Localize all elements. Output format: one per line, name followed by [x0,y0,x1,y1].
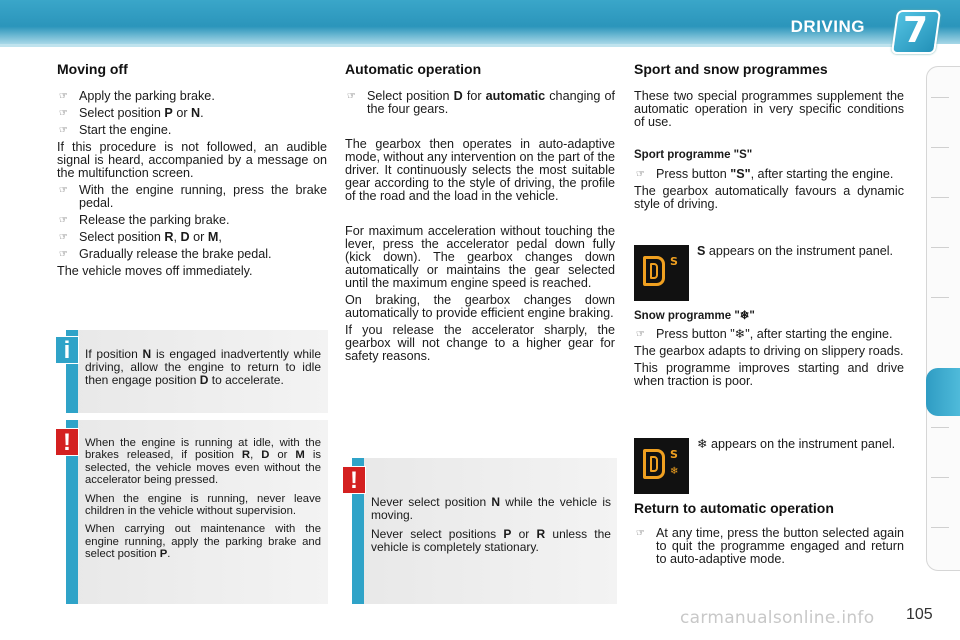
info-note-box [66,330,328,413]
tab-divider [931,427,949,428]
header-rule [0,44,900,47]
pointer-bullet-icon: ☞ [636,329,645,340]
list-item: ☞ Release the parking brake. [59,213,230,227]
list-item: ☞ At any time, press the button selected again to quit the programme engaged and return to auto-adaptive mode. [636,526,904,566]
info-icon: i [55,336,79,364]
tab-divider [931,147,949,148]
tab-divider [931,297,949,298]
list-item: ☞ Press button "❄", after starting the engine. [636,327,893,341]
section-title: Moving off [57,61,128,77]
tab-divider [931,247,949,248]
list-item: ☞ Gradually release the brake pedal. [59,247,272,261]
snow-indicator-caption: ❄ appears on the instrument panel. [697,437,896,451]
warning-icon: ! [342,466,366,494]
pointer-bullet-icon: ☞ [59,232,68,243]
chapter-tabs[interactable] [926,66,960,571]
pointer-bullet-icon: ☞ [59,185,68,196]
tab-active-chapter[interactable] [926,368,960,416]
list-item: ☞ With the engine running, press the brake pedal. [59,183,327,210]
pointer-bullet-icon: ☞ [636,528,645,539]
snow-indicator-icon: S ❄ [634,438,689,494]
paragraph: For maximum acceleration without touching the lever, press the accelerator pedal down fully (kick down). The gearbox changes down automatically or maintains the gear selected until the maximum engine speed is reached. [345,224,615,290]
note-text: If position N is engaged inadvertently while driving, allow the engine to return to idle then engage position D to accelerate. [85,347,321,387]
section-title: Return to automatic operation [634,500,834,516]
tab-divider [931,527,949,528]
subheading-sport: Sport programme "S" [634,149,753,161]
page-header [0,0,960,52]
list-item: ☞ Select position P or N. [59,106,204,120]
paragraph: These two special programmes supplement the automatic operation in very specific conditions of use. [634,89,904,129]
paragraph: The vehicle moves off immediately. [57,264,253,278]
pointer-bullet-icon: ☞ [59,125,68,136]
sport-indicator-icon: S [634,245,689,301]
section-title: Automatic operation [345,61,482,77]
section-moving-off [57,63,327,282]
watermark: carmanualsonline.info [680,608,875,628]
pointer-bullet-icon: ☞ [59,108,68,119]
pointer-bullet-icon: ☞ [59,249,68,260]
chapter-number: 7 [902,10,928,51]
paragraph: The gearbox then operates in auto-adaptive mode, without any intervention on the part of the driver. It continuously selects the most suitable gear according to the style of driving, the profile of the road and the load in the vehicle. [345,137,615,203]
subheading-snow: Snow programme "❄" [634,310,755,322]
section-snow [634,310,904,392]
paragraph: The gearbox automatically favours a dynamic style of driving. [634,184,904,211]
note-text: When the engine is running at idle, with the brakes released, if position R, D or M is selected, the vehicle moves even without the accelerator being pressed. When the engine is running, never leave children in the vehicle without supervision. When carrying out maintenance with the engine running, apply the parking brake and select position P. [85,437,321,561]
pointer-bullet-icon: ☞ [59,91,68,102]
warning-note-box [352,458,617,604]
page-number: 105 [906,606,933,623]
paragraph: If you release the accelerator sharply, the gearbox will not change to a higher gear for safety reasons. [345,323,615,363]
paragraph: This programme improves starting and drive when traction is poor. [634,361,904,388]
sport-indicator-caption: S appears on the instrument panel. [697,244,894,258]
section-title: Sport and snow programmes [634,61,828,77]
warning-icon: ! [55,428,79,456]
section-return-auto [634,502,904,570]
tab-divider [931,197,949,198]
note-text: Never select position N while the vehicle is moving. Never select positions P or R unless the vehicle is completely stationary. [371,495,611,554]
paragraph: The gearbox adapts to driving on slippery roads. [634,344,904,358]
list-item: ☞ Select position R, D or M, [59,230,222,244]
tab-divider [931,97,949,98]
pointer-bullet-icon: ☞ [59,215,68,226]
list-item: ☞ Apply the parking brake. [59,89,215,103]
section-sport-snow [634,63,904,215]
list-item: ☞ Press button "S", after starting the engine. [636,167,894,181]
pointer-bullet-icon: ☞ [347,91,356,102]
list-item: ☞ Start the engine. [59,123,172,137]
list-item: ☞ Select position D for automatic changing of the four gears. [347,89,615,116]
paragraph: On braking, the gearbox changes down automatically to provide efficient engine braking. [345,293,615,320]
tab-divider [931,477,949,478]
warning-note-box [66,420,328,604]
paragraph: If this procedure is not followed, an audible signal is heard, accompanied by a message on the multifunction screen. [57,140,327,180]
section-automatic-operation [345,63,615,367]
chapter-title: DRIVING [790,17,865,36]
pointer-bullet-icon: ☞ [636,169,645,180]
